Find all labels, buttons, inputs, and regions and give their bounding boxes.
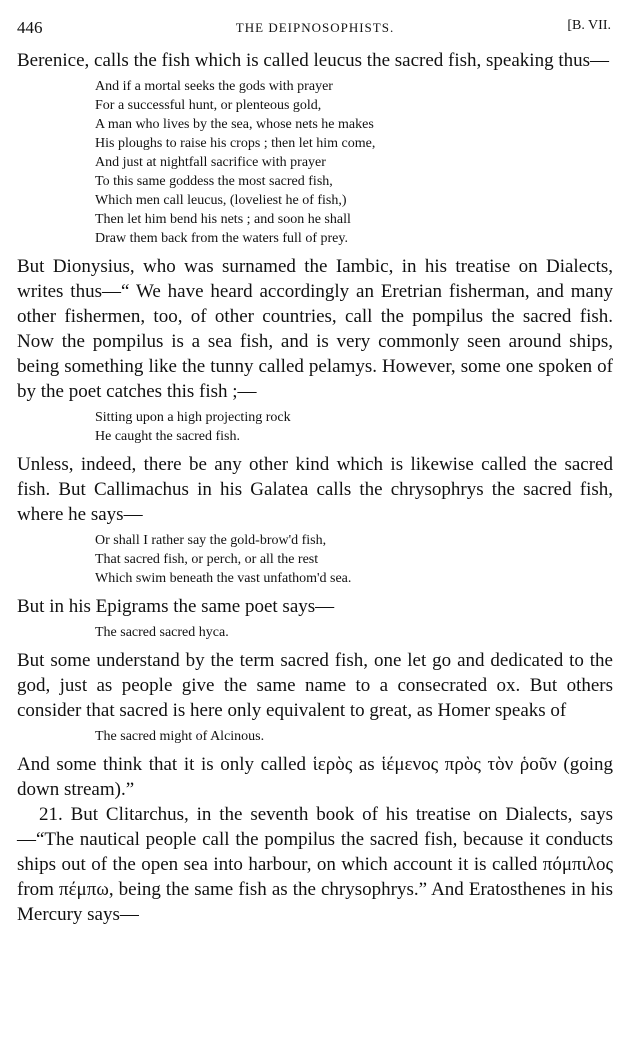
verse-line: That sacred fish, or perch, or all the rest — [95, 552, 319, 567]
verse-line: The sacred might of Alcinous. — [95, 729, 265, 744]
verse-line: Or shall I rather say the gold-brow'd fish, — [95, 533, 327, 548]
verse-line: Then let him bend his nets ; and soon he shall — [95, 212, 351, 227]
page-header — [17, 18, 613, 44]
book-page — [17, 18, 613, 927]
verse-line: His ploughs to raise his crops ; then let him come, — [95, 136, 376, 151]
verse-line: For a successful hunt, or plenteous gold, — [95, 98, 322, 113]
verse-quote — [17, 531, 613, 588]
verse-line: He caught the sacred fish. — [95, 429, 240, 444]
paragraph-numbered: 21. But Clitarchus, in the seventh book of his treatise on Dialects, says—“The nautical people call the pompilus the sacred fish, because it conducts ships out of the open sea into harbour, on which account it is called πόμπιλος from πέμπω, being the same fish as the chrysophrys.” And Eratosthenes in his Mercury says— — [17, 804, 613, 925]
paragraph: Unless, indeed, there be any other kind which is likewise called the sacred fish. But Callimachus in his Galatea calls the chrysophrys the sacred fish, where he says— — [17, 454, 613, 525]
verse-line: Which men call leucus, (loveliest he of fish,) — [95, 193, 347, 208]
verse-line: And just at nightfall sacrifice with prayer — [95, 155, 326, 170]
paragraph: But in his Epigrams the same poet says— — [17, 596, 335, 617]
paragraph: But some understand by the term sacred fish, one let go and dedicated to the god, just as people give the same name to a consecrated ox. But others consider that sacred is here only equivalent to great, as Homer speaks of — [17, 650, 613, 721]
verse-quote — [17, 727, 613, 746]
verse-line: And if a mortal seeks the gods with prayer — [95, 79, 333, 94]
paragraph: But Dionysius, who was surnamed the Iambic, in his treatise on Dialects, writes thus—“ We have heard accordingly an Eretrian fisherman, and many other fishermen, too, of other countries, call the pompilus the sacred fish. Now the pompilus is a sea fish, and is very commonly seen around ships, being something like the tunny called pelamys. However, some one spoken of by the poet catches this fish ;— — [17, 256, 613, 402]
paragraph: Berenice, calls the fish which is called leucus the sacred fish, speaking thus— — [17, 50, 609, 71]
running-title: THE DEIPNOSOPHISTS. — [235, 20, 395, 35]
page-number: 446 — [17, 18, 43, 37]
verse-quote — [17, 77, 613, 248]
verse-quote — [17, 408, 613, 446]
paragraph: And some think that it is only called ἱερὸς as ἱέμενος πρὸς τὸν ῥοῦν (going down stream).” — [17, 754, 613, 800]
verse-line: A man who lives by the sea, whose nets he makes — [95, 117, 374, 132]
verse-line: Which swim beneath the vast unfathom'd sea. — [95, 571, 352, 586]
verse-line: Draw them back from the waters full of prey. — [95, 231, 348, 246]
verse-line: Sitting upon a high projecting rock — [95, 410, 291, 425]
book-label: [B. VII. — [567, 18, 611, 33]
verse-line: To this same goddess the most sacred fish, — [95, 174, 333, 189]
verse-line: The sacred sacred hyca. — [95, 625, 229, 640]
verse-quote — [17, 623, 613, 642]
